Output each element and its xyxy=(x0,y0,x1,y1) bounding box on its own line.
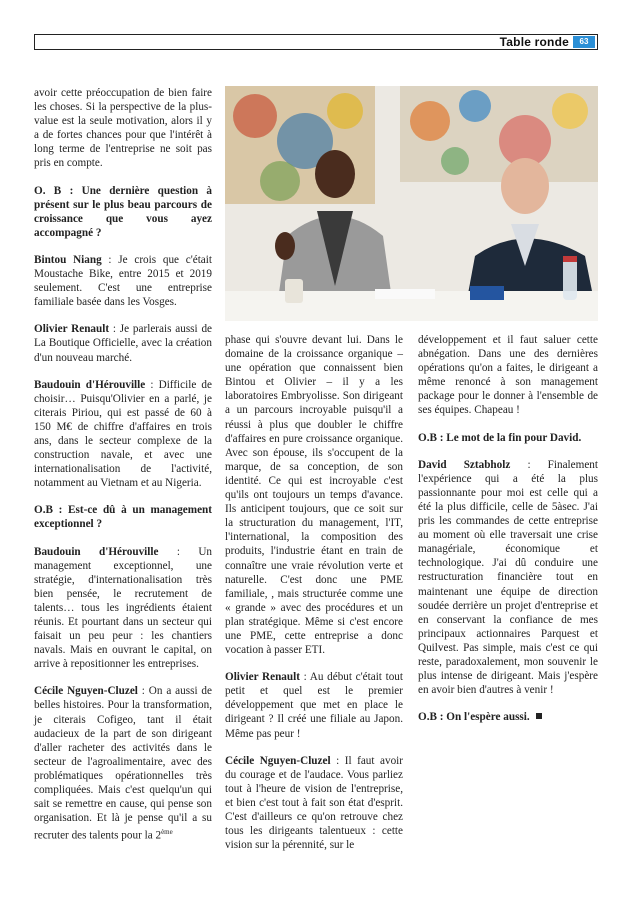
speaker-answer xyxy=(34,253,212,309)
speaker-name: Cécile Nguyen-Cluzel xyxy=(34,685,138,698)
question-text: O.B : On l'espère aussi. xyxy=(418,711,530,724)
interviewer-question xyxy=(34,503,212,531)
header-bar xyxy=(34,34,598,50)
speaker-answer xyxy=(34,322,212,364)
speaker-name: Bintou Niang xyxy=(34,253,102,266)
end-of-article-icon xyxy=(536,713,542,719)
article-photo xyxy=(225,86,598,321)
speaker-answer xyxy=(225,754,403,853)
photo-icon xyxy=(225,86,598,321)
answer-text: : On a aussi de belles histoires. Pour la transformation, je citerais Cofigeo, tant il était audacieux de la part de son dirigeant d'aller racheter des activités dans le secteur de l'agroalimentaire, avec des problématiques opérationnelles très compliquées. Mais c'est quelqu'un qui sait se remettre en cause, qui pense son organisation. Et là je pense qu'il a su recruter des talents pour la 2 xyxy=(34,685,212,843)
answer-text: : Difficile de choisir… Puisqu'Olivier en a parlé, je citerais Piriou, qui est passé de 60 à 150 M€ de chiffre d'affaires en trois ans, dans le secteur complexe de la construction navale, et avec une internationalisation de l'activité, notamment au Vietnam et au Nigeria. xyxy=(34,378,212,490)
question-text: O.B : Est-ce dû à un management exceptionnel ? xyxy=(34,504,212,531)
column-1 xyxy=(34,86,212,856)
column-3 xyxy=(418,333,598,737)
interviewer-question xyxy=(34,184,212,240)
body-paragraph: phase qui s'ouvre devant lui. Dans le domaine de la croissance organique – une opération que connaissent bien Bintou et Olivier – il y a les laboratoires Embryolisse. Son dirigeant a un parcours incroyable puisqu'il a réussi à plus que doubler le chiffre d'affaires en pure croissance organique. Avec son épouse, ils s'occupent de la marque, de sa conception, de son identité. Ce qui est incroyable c'est qu'ils ont toujours un temps d'avance. Ils anticipent toujours, que ce soit sur la structuration du management, l'IT, l'international, la composition des produits, l'industrie étant en train de connaître une vraie révolution verte et naturelle. C'est donc une PME familiale, , mais structurée comme une « grande » avec des procédures et un plan stratégique. Même si c'est encore une PME, cette entreprise a donc vocation à passer ETI. xyxy=(225,334,403,657)
speaker-name: Olivier Renault xyxy=(34,323,110,336)
page-number: 63 xyxy=(573,36,595,48)
speaker-name: Olivier Renault xyxy=(225,671,300,684)
body-paragraph: avoir cette préoccupation de bien faire les choses. Si la perspective de la plus-value est la seule motivation, alors il y a de fortes chances pour que l'intérêt à long terme de l'entreprise ne soit pas pris en compte. xyxy=(34,87,212,170)
answer-text: : Au début c'était tout petit et quel est le premier développement que met en place le dirigeant ? Il créé une filiale au Japon. Même pas peur ! xyxy=(225,671,403,740)
question-text: O. B : Une dernière question à présent sur le plus beau parcours de croissance que vous ayez accompagné ? xyxy=(34,184,212,239)
answer-text: : Il faut avoir du courage et de l'audace. Vous parliez tout à l'heure de vision de l'entreprise, et bien c'est tout à fait son état d'esprit. C'est d'ailleurs ce qu'on retrouve chez tous les dirigeants talentueux : cette vision sur la pérennité, sur le xyxy=(225,754,404,852)
speaker-answer xyxy=(34,545,212,672)
speaker-name: Cécile Nguyen-Cluzel xyxy=(225,754,331,767)
speaker-name: Baudouin d'Hérouville xyxy=(34,545,159,558)
interviewer-question xyxy=(418,431,598,445)
speaker-name: David Sztabholz xyxy=(418,458,511,471)
interviewer-question xyxy=(418,710,598,724)
speaker-answer xyxy=(34,378,212,491)
answer-text: : Je crois que c'était Moustache Bike, entre 2015 et 2019 seulement. C'est une entreprise familiale basée dans les Vosges. xyxy=(34,253,212,309)
speaker-answer xyxy=(418,458,598,698)
question-text: O.B : Le mot de la fin pour David. xyxy=(418,431,582,444)
answer-text: : Je parlerais aussi de La Boutique Officielle, avec la création d'un nouveau marché. xyxy=(34,323,213,364)
answer-text: : Finalement l'expérience qui a été la plus passionnante pour moi est celle qui a été la plus difficile, celle de 5àsec. J'ai pris les commandes de cette entreprise au moment où elle traversait une crise managériale, économique et technologique. J'ai dû conduire une restructuration financière tout en maintenant une équipe de direction soudée derrière un projet d'entreprise et en conservant la confiance de mes principaux actionnaires Parquest et Quilvest. Pas simple, mais c'est ce qui reste, paradoxalement, mon souvenir le plus intense de dirigeant. Mais j'espère en avoir bien d'autres à venir ! xyxy=(418,458,598,697)
speaker-name: Baudouin d'Hérouville xyxy=(34,378,146,391)
answer-text: : Un management exceptionnel, une stratégie, d'internationalisation très bien pensée, le recrutement de talents… tous les ingrédients étaient réunis. Et pourtant dans un secteur qui faisait un peu peur : les chantiers navals. Mais en ouvrant le capital, on arrive à repositionner les entreprises. xyxy=(34,545,213,671)
speaker-answer xyxy=(34,684,212,843)
column-2 xyxy=(225,333,403,865)
speaker-answer xyxy=(225,670,403,740)
superscript: ème xyxy=(161,828,173,837)
section-title: Table ronde xyxy=(499,35,569,49)
body-paragraph: développement et il faut saluer cette abnégation. Dans une des dernières opérations qu'on a faites, le dirigeant a même renoncé à son management package pour le donner à l'ensemble de ses équipes. Chapeau ! xyxy=(418,334,598,417)
